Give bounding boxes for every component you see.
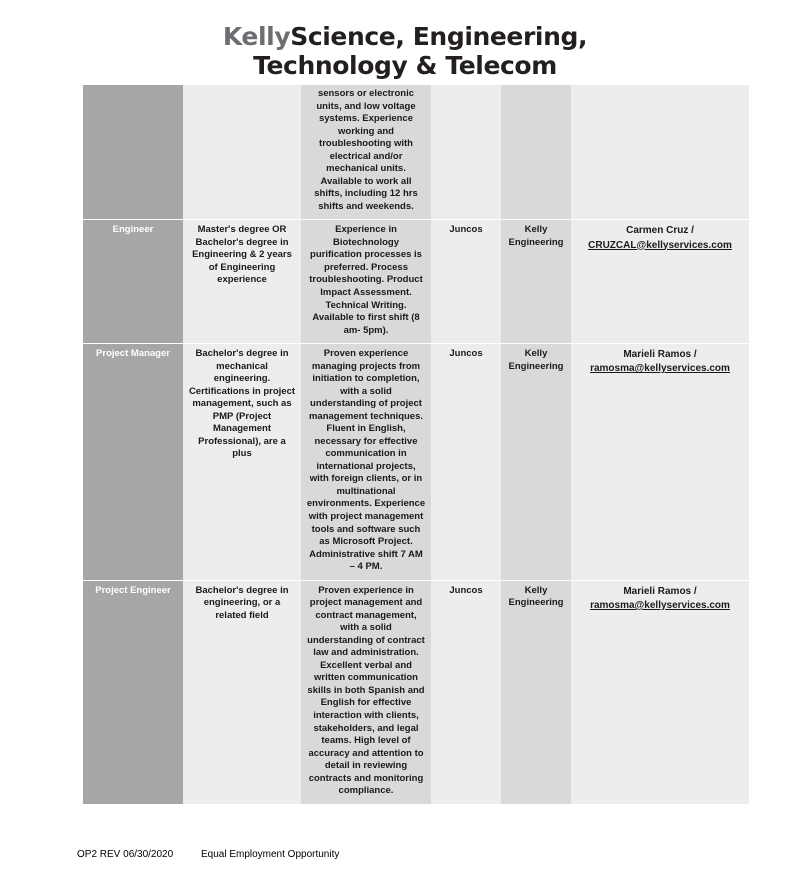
logo-line-1	[0, 22, 810, 51]
job-listings-table-wrapper	[83, 85, 749, 805]
table-row	[83, 220, 749, 344]
logo-brand-word: Kelly	[222, 22, 291, 51]
table-row	[83, 344, 749, 581]
job-title-cell	[83, 85, 183, 220]
contact-cell	[571, 85, 749, 220]
location-cell: Juncos	[431, 220, 501, 344]
contact-name: Marieli Ramos /	[623, 349, 697, 361]
contact-name: Marieli Ramos /	[623, 585, 697, 597]
company-cell: Kelly Engineering	[501, 580, 571, 804]
contact-cell	[571, 344, 749, 581]
job-title-cell: Project Engineer	[83, 580, 183, 804]
brand-logo	[0, 0, 810, 88]
page-footer	[0, 849, 810, 860]
education-cell: Master's degree OR Bachelor's degree in Engineering & 2 years of Engineering experience	[183, 220, 301, 344]
logo-line-2: Technology & Telecom	[253, 51, 557, 80]
location-cell: Juncos	[431, 344, 501, 581]
education-cell: Bachelor's degree in mechanical engineering. Certifications in project management, such as PMP (Project Management Professional), are a plus	[183, 344, 301, 581]
job-listings-table	[83, 85, 749, 805]
experience-cell: sensors or electronic units, and low voltage systems. Experience working and troubleshooting with electrical and/or mechanical units. Available to work all shifts, including 12 hrs shifts and weekends.	[301, 85, 431, 220]
contact-name: Carmen Cruz /	[626, 225, 694, 237]
footer-inner	[77, 849, 810, 860]
footer-eeo-statement: Equal Employment Opportunity	[200, 849, 340, 860]
contact-email-link[interactable]: ramosma@kellyservices.com	[590, 599, 730, 611]
experience-cell: Proven experience managing projects from initiation to completion, with a solid understanding of project management techniques. Fluent in English, necessary for effective communication in international projects, with foreign clients, or in multinational environments. Experience with project management tools and software such as Microsoft Project. Administrative shift 7 AM – 4 PM.	[301, 344, 431, 581]
contact-email-link[interactable]: CRUZCAL@kellyservices.com	[588, 239, 732, 251]
job-title-cell: Engineer	[83, 220, 183, 344]
logo-line-1-rest: Science, Engineering,	[290, 22, 588, 51]
company-cell	[501, 85, 571, 220]
location-cell	[431, 85, 501, 220]
footer-revision: OP2 REV 06/30/2020	[77, 849, 174, 860]
table-row	[83, 85, 749, 220]
company-cell: Kelly Engineering	[501, 344, 571, 581]
contact-cell	[571, 220, 749, 344]
contact-email-link[interactable]: ramosma@kellyservices.com	[590, 363, 730, 375]
location-cell: Juncos	[431, 580, 501, 804]
contact-cell	[571, 580, 749, 804]
table-row	[83, 580, 749, 804]
experience-cell: Proven experience in project management and contract management, with a solid understanding of contract law and administration. Excellent verbal and written communication skills in both Spanish and English for effective interaction with clients, stakeholders, and legal teams. High level of accuracy and attention to detail in reviewing contracts and monitoring compliance.	[301, 580, 431, 804]
job-title-cell: Project Manager	[83, 344, 183, 581]
education-cell: Bachelor's degree in engineering, or a related field	[183, 580, 301, 804]
experience-cell: Experience in Biotechnology purification processes is preferred. Process troubleshooting. Product Impact Assessment. Technical Writing. Available to first shift (8 am- 5pm).	[301, 220, 431, 344]
company-cell: Kelly Engineering	[501, 220, 571, 344]
education-cell	[183, 85, 301, 220]
job-listings-body	[83, 85, 749, 804]
